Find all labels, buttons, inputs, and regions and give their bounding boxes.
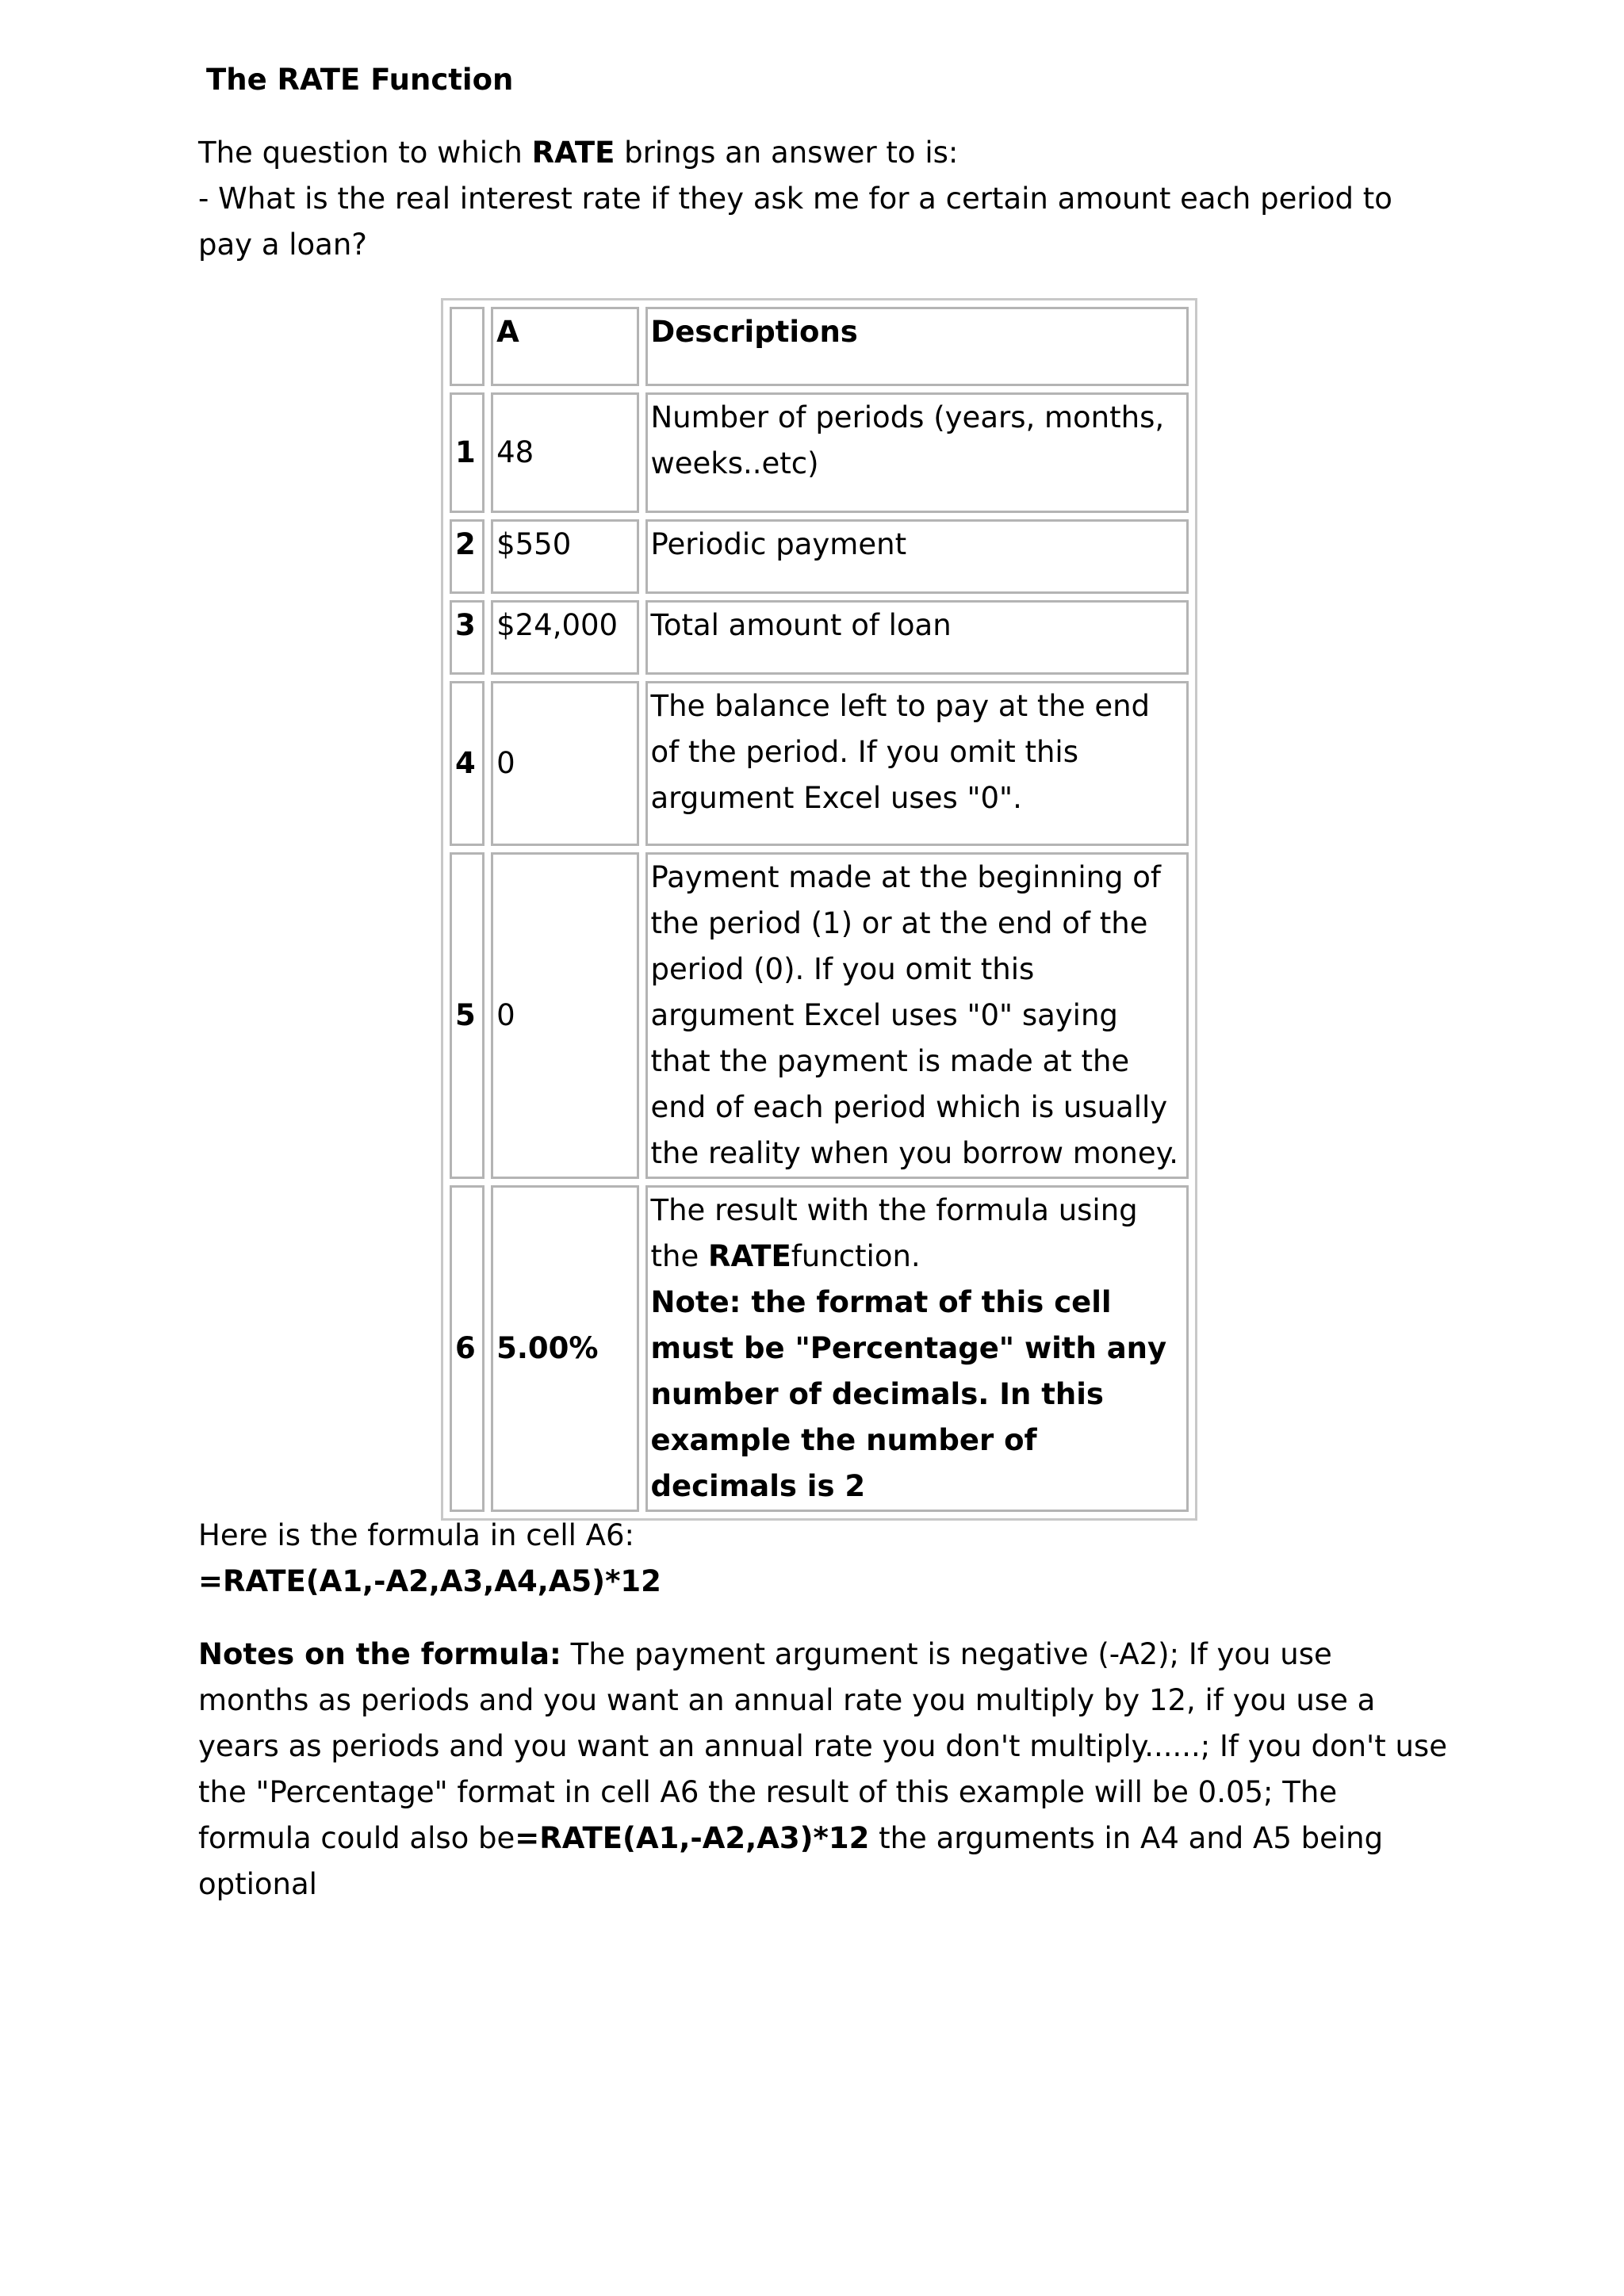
intro-question: - What is the real interest rate if they ask me for a certain amount each period to pay a loan? xyxy=(198,182,1392,262)
notes-label: Notes on the formula: xyxy=(198,1637,561,1671)
result-desc-suffix: function. xyxy=(791,1239,921,1273)
row-value: 48 xyxy=(491,392,638,513)
formula-label: Here is the formula in cell A6: xyxy=(198,1518,634,1552)
row-number: 1 xyxy=(450,392,485,513)
row-number: 4 xyxy=(450,681,485,846)
row-value: 0 xyxy=(491,681,638,846)
intro-paragraph xyxy=(198,130,1435,268)
row-value: $24,000 xyxy=(491,600,638,675)
row-number: 6 xyxy=(450,1185,485,1512)
result-desc-text: The result with the formula using the xyxy=(650,1193,1138,1273)
row-value-result: 5.00% xyxy=(491,1185,638,1512)
row-description: Number of periods (years, months, weeks..etc) xyxy=(645,392,1189,513)
row-value: 0 xyxy=(491,852,638,1179)
header-descriptions: Descriptions xyxy=(645,307,1189,386)
intro-text-suffix: brings an answer to is: xyxy=(615,136,959,170)
row-number: 3 xyxy=(450,600,485,675)
table-row xyxy=(450,852,1189,1179)
result-format-note: Note: the format of this cell must be "Percentage" with any number of decimals. In this example the number of decimals is 2 xyxy=(650,1285,1167,1503)
header-column-a: A xyxy=(491,307,638,386)
formula-expression: =RATE(A1,-A2,A3,A4,A5)*12 xyxy=(198,1564,661,1598)
intro-text: The question to which xyxy=(198,136,532,170)
row-description: Total amount of loan xyxy=(645,600,1189,675)
page-title: The RATE Function xyxy=(206,63,514,97)
table-header-row xyxy=(450,307,1189,386)
table-row xyxy=(450,681,1189,846)
row-description: The balance left to pay at the end of the period. If you omit this argument Excel uses "0". xyxy=(645,681,1189,846)
table-row xyxy=(450,1185,1189,1512)
formula-block xyxy=(198,1513,661,1605)
notes-text: The payment argument is negative (-A2); If you use months as periods and you want an annual rate you multiply by 12, if you use a years as periods and you want an annual rate you don't multiply......; If you don't use the "Percentage" format in cell A6 the result of this example will be 0.05; The formula could also be xyxy=(198,1637,1447,1855)
header-rownum-cell xyxy=(450,307,485,386)
row-description xyxy=(645,1185,1189,1512)
row-number: 5 xyxy=(450,852,485,1179)
table-row xyxy=(450,519,1189,594)
row-description: Payment made at the beginning of the period (1) or at the end of the period (0). If you omit this argument Excel uses "0" saying that the payment is made at the end of each period which is usually the reality when you borrow money. xyxy=(645,852,1189,1179)
formula-notes xyxy=(198,1632,1451,1908)
row-description: Periodic payment xyxy=(645,519,1189,594)
table-row xyxy=(450,600,1189,675)
intro-rate-keyword: RATE xyxy=(531,136,615,170)
row-number: 2 xyxy=(450,519,485,594)
notes-text-end: the arguments in A4 and A5 being optional xyxy=(198,1821,1384,1901)
result-desc-rate-keyword: RATE xyxy=(707,1239,791,1273)
row-value: $550 xyxy=(491,519,638,594)
table-row xyxy=(450,392,1189,513)
rate-example-table xyxy=(441,298,1197,1521)
notes-alt-formula: =RATE(A1,-A2,A3)*12 xyxy=(515,1821,870,1855)
